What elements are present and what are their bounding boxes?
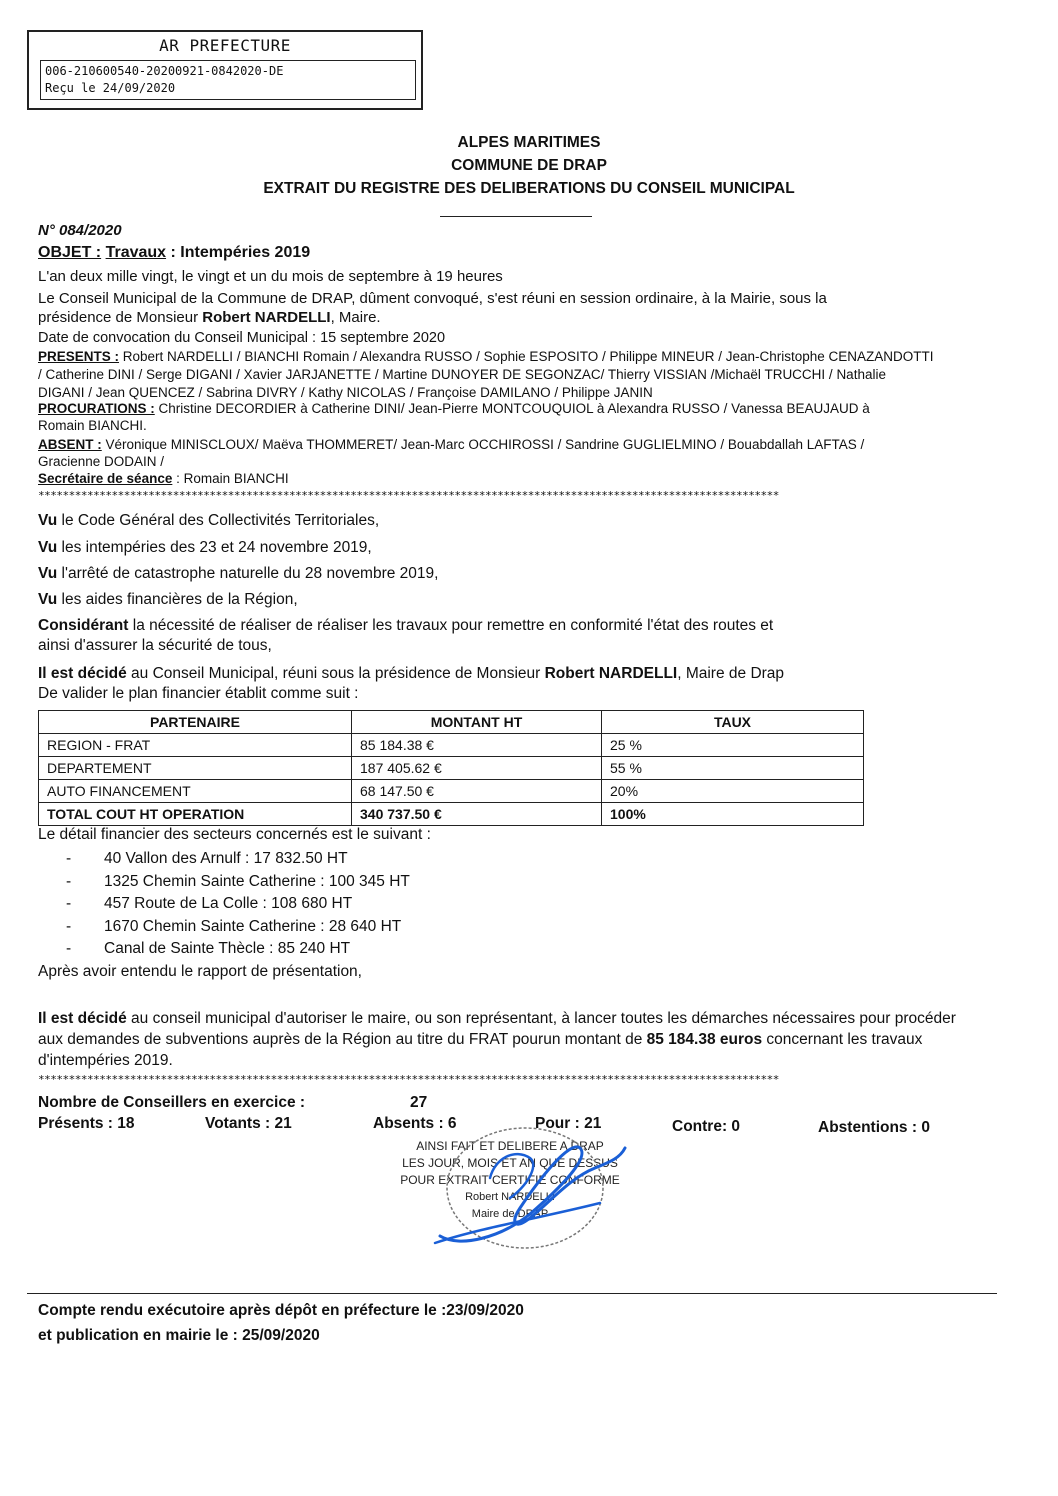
cell-taux: 25 % [602, 734, 864, 757]
header-montant: MONTANT HT [352, 711, 602, 734]
table-row [39, 780, 864, 803]
vu-keyword: Vu [38, 565, 58, 582]
mayor-name: Robert NARDELLI [202, 309, 331, 326]
council-line-2-pre: présidence de Monsieur [38, 309, 203, 326]
procurations-line-2: Romain BIANCHI. [38, 418, 147, 433]
stamp-line: Maire de DRAP [471, 1208, 549, 1220]
objet-label: OBJET : [38, 244, 102, 261]
list-item-text: 1325 Chemin Sainte Catherine : 100 345 HT [104, 872, 410, 890]
cell-partenaire: AUTO FINANCEMENT [39, 780, 352, 803]
mayor-signature-icon [420, 1118, 630, 1258]
separator-stars-1: ************************************************************************************************************************* [38, 489, 779, 502]
header-registry: EXTRAIT DU REGISTRE DES DELIBERATIONS DU CONSEIL MUNICIPAL [263, 180, 795, 197]
presents-line-2: / Catherine DINI / Serge DIGANI / Xavier JARJANETTE / Martine DUNOYER DE SEGONZAC/ Thierry VISSIAN /Michaël TRUCCHI / Nathalie [38, 367, 886, 382]
dash: - [66, 872, 72, 890]
vu-keyword: Vu [38, 591, 58, 608]
decision-keyword: Il est décidé [38, 1010, 127, 1027]
cell-partenaire: TOTAL COUT HT OPERATION [39, 803, 352, 826]
cell-taux: 100% [602, 803, 864, 826]
vu-text: les aides financières de la Région, [57, 591, 298, 608]
objet-subject: : Intempéries 2019 [166, 244, 311, 261]
ar-reference: 006-210600540-20200921-0842020-DE [45, 64, 284, 78]
cell-montant: 187 405.62 € [352, 757, 602, 780]
procurations-line-1 [38, 401, 870, 416]
procurations-text-1: Christine DECORDIER à Catherine DINI/ Jean-Pierre MONTCOUQUIOL à Alexandra RUSSO / Vanessa BEAUJAUD à [154, 401, 870, 416]
vu-keyword: Vu [38, 512, 58, 529]
procurations-label: PROCURATIONS : [38, 401, 155, 416]
secretaire-text: : Romain BIANCHI [172, 471, 289, 486]
conseillers-exercice-value: 27 [410, 1094, 428, 1111]
decision-2-amount: 85 184.38 euros [646, 1031, 763, 1048]
council-line-1: Le Conseil Municipal de la Commune de DRAP, dûment convoqué, s'est réuni en session ordinaire, à la Mairie, sous la [38, 290, 827, 307]
votes-votants: Votants : 21 [205, 1115, 292, 1132]
list-item [66, 893, 410, 916]
conseillers-exercice-label: Nombre de Conseillers en exercice : [38, 1094, 306, 1111]
council-line-2-post: , Maire. [330, 309, 381, 326]
objet-travaux: Travaux [105, 244, 167, 261]
sector-list [66, 848, 410, 961]
list-item-text: 40 Vallon des Arnulf : 17 832.50 HT [104, 850, 348, 867]
presents-label: PRESENTS : [38, 349, 120, 364]
footer-publication-date: et publication en mairie le : 25/09/2020 [38, 1327, 320, 1344]
absent-line-1 [38, 437, 864, 452]
ar-received-date: Reçu le 24/09/2020 [45, 81, 176, 95]
stamp-line: AINSI FAIT ET DELIBERE A DRAP [416, 1139, 604, 1153]
decision-2-end: concernant les travaux d'intempéries 2019. [38, 1031, 923, 1069]
considerant-line-2: ainsi d'assurer la sécurité de tous, [38, 637, 272, 654]
decision-1-mayor: Robert NARDELLI [544, 665, 678, 682]
stamp-line: LES JOUR, MOIS ET AN QUE DESSUS [402, 1156, 618, 1170]
list-item-text: 457 Route de La Colle : 108 680 HT [104, 895, 353, 912]
secretaire-label: Secrétaire de séance [38, 471, 173, 486]
votes-abstentions: Abstentions : 0 [818, 1119, 930, 1136]
table-total-row [39, 803, 864, 826]
header-partenaire: PARTENAIRE [39, 711, 352, 734]
detail-intro: Le détail financier des secteurs concernés est le suivant : [38, 826, 431, 843]
after-report-line: Après avoir entendu le rapport de présentation, [38, 963, 362, 980]
vu-text: l'arrêté de catastrophe naturelle du 28 novembre 2019, [57, 565, 439, 582]
decision-2-paragraph [38, 1008, 983, 1071]
considerant-text-1: la nécessité de réaliser de réaliser les travaux pour remettre en conformité l'état des routes et [128, 617, 774, 634]
ar-title: AR PREFECTURE [159, 36, 291, 55]
list-item [66, 938, 410, 961]
table-header-row [39, 711, 864, 734]
presents-text-1: Robert NARDELLI / BIANCHI Romain / Alexandra RUSSO / Sophie ESPOSITO / Philippe MINEUR / Jean-Christophe CENAZANDOTTI [119, 349, 934, 364]
cell-partenaire: REGION - FRAT [39, 734, 352, 757]
financial-plan-table [38, 710, 864, 826]
stamp-line: Robert NARDELLI [465, 1191, 555, 1203]
absent-label: ABSENT : [38, 437, 102, 452]
dash: - [66, 850, 72, 867]
header-divider [440, 216, 592, 217]
decision-keyword: Il est décidé [38, 665, 127, 682]
decision-1-line-1 [38, 665, 784, 683]
list-item [66, 916, 410, 939]
secretaire-line [38, 471, 289, 486]
dash: - [66, 917, 72, 935]
cell-montant: 340 737.50 € [352, 803, 602, 826]
votes-contre: Contre: 0 [672, 1118, 741, 1135]
vu-line-2 [38, 539, 372, 557]
presents-line-3: DIGANI / Jean QUENCEZ / Sabrina DIVRY / Kathy NICOLAS / Françoise DAMILANO / Philippe JANIN [38, 385, 653, 400]
decision-1-post: , Maire de Drap [677, 665, 785, 682]
cell-taux: 55 % [602, 757, 864, 780]
header-department: ALPES MARITIMES [457, 134, 601, 151]
vu-line-1 [38, 512, 379, 530]
vu-keyword: Vu [38, 539, 58, 556]
vu-text: le Code Général des Collectivités Territoriales, [57, 512, 380, 529]
list-item [66, 871, 410, 894]
ar-reference-box [40, 60, 416, 100]
table-row [39, 757, 864, 780]
cell-partenaire: DEPARTEMENT [39, 757, 352, 780]
cell-taux: 20% [602, 780, 864, 803]
deliberation-number: N° 084/2020 [38, 222, 122, 239]
table-row [39, 734, 864, 757]
footer-prefecture-date: Compte rendu exécutoire après dépôt en préfecture le :23/09/2020 [38, 1302, 524, 1319]
decision-2-text: au conseil municipal d'autoriser le maire, ou son représentant, à lancer toutes les démarches nécessaires pour procéder aux demandes de subventions auprès de la Région au titre du FRAT pourun montant de [38, 1010, 956, 1048]
decision-1-line-2: De valider le plan financier établit comme suit : [38, 685, 359, 702]
dash: - [66, 895, 72, 912]
header-commune: COMMUNE DE DRAP [451, 157, 607, 174]
vu-text: les intempéries des 23 et 24 novembre 2019, [57, 539, 372, 556]
footer-block [38, 1298, 524, 1348]
votes-presents: Présents : 18 [38, 1115, 135, 1132]
objet-line [38, 244, 310, 262]
decision-1-pre: au Conseil Municipal, réuni sous la présidence de Monsieur [126, 665, 545, 682]
vu-line-3 [38, 565, 438, 583]
ar-prefecture-box [27, 30, 423, 110]
session-date-line: L'an deux mille vingt, le vingt et un du mois de septembre à 19 heures [38, 268, 503, 285]
list-item-text: 1670 Chemin Sainte Catherine : 28 640 HT [104, 917, 402, 935]
absent-text-1: Véronique MINISCLOUX/ Maëva THOMMERET/ Jean-Marc OCCHIROSSI / Sandrine GUGLIELMINO / Bouabdallah LAFTAS / [101, 437, 865, 452]
vu-line-4 [38, 591, 298, 609]
list-item [66, 848, 410, 871]
votes-pour: Pour : 21 [535, 1115, 602, 1132]
council-line-2 [38, 309, 381, 326]
dash: - [66, 940, 72, 957]
considerant-keyword: Considérant [38, 617, 129, 634]
separator-stars-2: ************************************************************************************************************************* [38, 1073, 779, 1086]
votes-absents: Absents : 6 [373, 1115, 457, 1132]
considerant-line-1 [38, 617, 773, 635]
header-taux: TAUX [602, 711, 864, 734]
stamp-line: POUR EXTRAIT CERTIFIE CONFORME [400, 1173, 620, 1187]
convocation-date: Date de convocation du Conseil Municipal : 15 septembre 2020 [38, 330, 446, 346]
absent-line-2: Gracienne DODAIN / [38, 454, 165, 469]
cell-montant: 68 147.50 € [352, 780, 602, 803]
footer-divider [27, 1293, 997, 1294]
cell-montant: 85 184.38 € [352, 734, 602, 757]
list-item-text: Canal de Sainte Thècle : 85 240 HT [104, 940, 351, 957]
presents-line-1 [38, 349, 934, 364]
